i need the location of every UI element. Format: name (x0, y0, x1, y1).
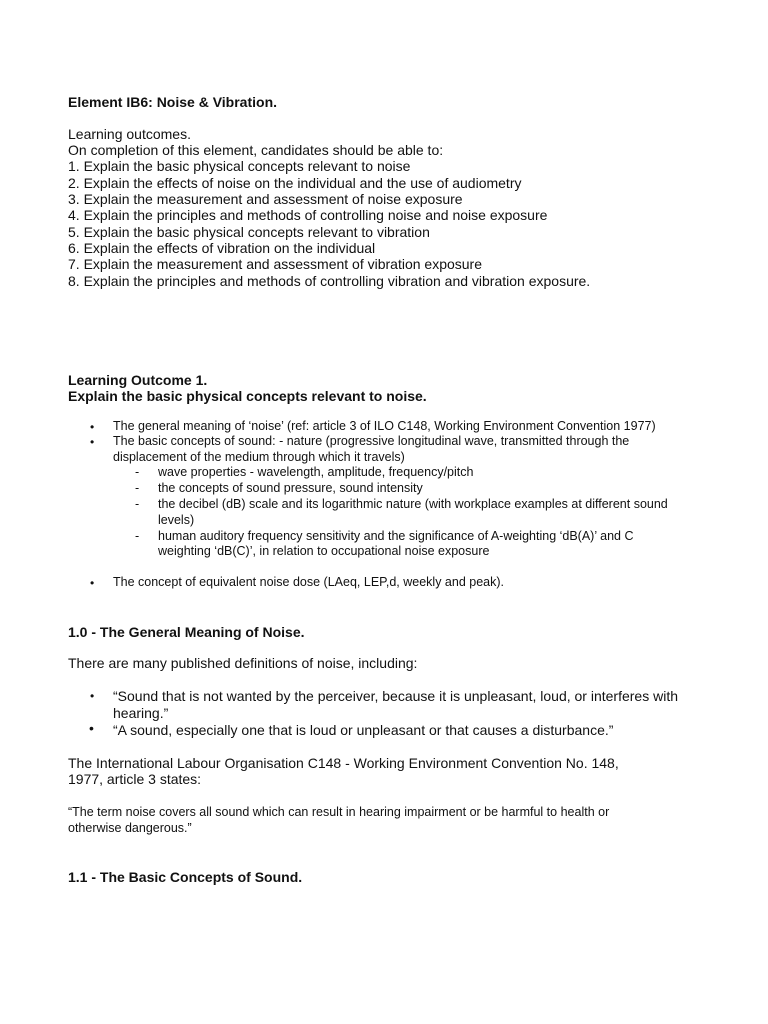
dash-marker: - (135, 497, 140, 511)
outcome-item: 5. Explain the basic physical concepts relevant to vibration (68, 224, 430, 240)
sub-bullet-text: the decibel (dB) scale and its logarithmic nature (with workplace examples at different sound (158, 497, 668, 511)
outcome-item: 4. Explain the principles and methods of controlling noise and noise exposure (68, 207, 548, 223)
sub-bullet-text: the concepts of sound pressure, sound intensity (158, 481, 423, 495)
outcome1-heading: Learning Outcome 1. (68, 372, 208, 388)
learning-outcomes-intro: On completion of this element, candidates should be able to: (68, 142, 444, 158)
dash-marker: - (135, 529, 140, 543)
ilo-quote: otherwise dangerous.” (68, 821, 192, 835)
outcome-item: 3. Explain the measurement and assessment of noise exposure (68, 191, 463, 207)
ilo-paragraph: The International Labour Organisation C148 - Working Environment Convention No. 148, (68, 755, 619, 771)
ilo-quote: “The term noise covers all sound which can result in hearing impairment or be harmful to health or (68, 805, 610, 819)
sub-bullet-text: levels) (158, 513, 195, 527)
bullet-text: The general meaning of ‘noise’ (ref: article 3 of ILO C148, Working Environment Convention 1977) (113, 419, 656, 433)
bullet-marker: • (90, 420, 95, 434)
learning-outcomes-heading: Learning outcomes. (68, 126, 191, 142)
definition-text: “Sound that is not wanted by the perceiver, because it is unpleasant, loud, or interferes with (113, 688, 678, 704)
outcome-item: 1. Explain the basic physical concepts relevant to noise (68, 158, 411, 174)
dash-marker: - (135, 465, 140, 479)
definition-text: “A sound, especially one that is loud or unpleasant or that causes a disturbance.” (113, 722, 614, 738)
outcome-item: 2. Explain the effects of noise on the individual and the use of audiometry (68, 175, 522, 191)
document-title: Element IB6: Noise & Vibration. (68, 94, 278, 110)
bullet-marker: • (90, 435, 95, 449)
sub-bullet-text: weighting ‘dB(C)’, in relation to occupational noise exposure (158, 544, 490, 558)
ilo-paragraph: 1977, article 3 states: (68, 771, 202, 787)
sub-bullet-text: human auditory frequency sensitivity and the significance of A-weighting ‘dB(A)’ and C (158, 529, 634, 543)
bullet-marker: • (90, 576, 95, 590)
bullet-text: The concept of equivalent noise dose (LAeq, LEP,d, weekly and peak). (113, 575, 504, 589)
section-1-1-heading: 1.1 - The Basic Concepts of Sound. (68, 869, 303, 885)
bullet-marker: • (89, 720, 94, 736)
bullet-marker: • (90, 689, 95, 703)
definition-text: hearing.” (113, 705, 169, 721)
section-1-0-intro: There are many published definitions of noise, including: (68, 655, 418, 671)
outcome-item: 6. Explain the effects of vibration on the individual (68, 240, 376, 256)
outcome-item: 7. Explain the measurement and assessment of vibration exposure (68, 256, 483, 272)
bullet-text: The basic concepts of sound: - nature (progressive longitudinal wave, transmitted through the (113, 434, 630, 448)
outcome1-subheading: Explain the basic physical concepts relevant to noise. (68, 388, 427, 404)
section-1-0-heading: 1.0 - The General Meaning of Noise. (68, 624, 305, 640)
sub-bullet-text: wave properties - wavelength, amplitude, frequency/pitch (158, 465, 474, 479)
dash-marker: - (135, 481, 140, 495)
bullet-text: displacement of the medium through which it travels) (113, 450, 405, 464)
outcome-item: 8. Explain the principles and methods of controlling vibration and vibration exposure. (68, 273, 591, 289)
